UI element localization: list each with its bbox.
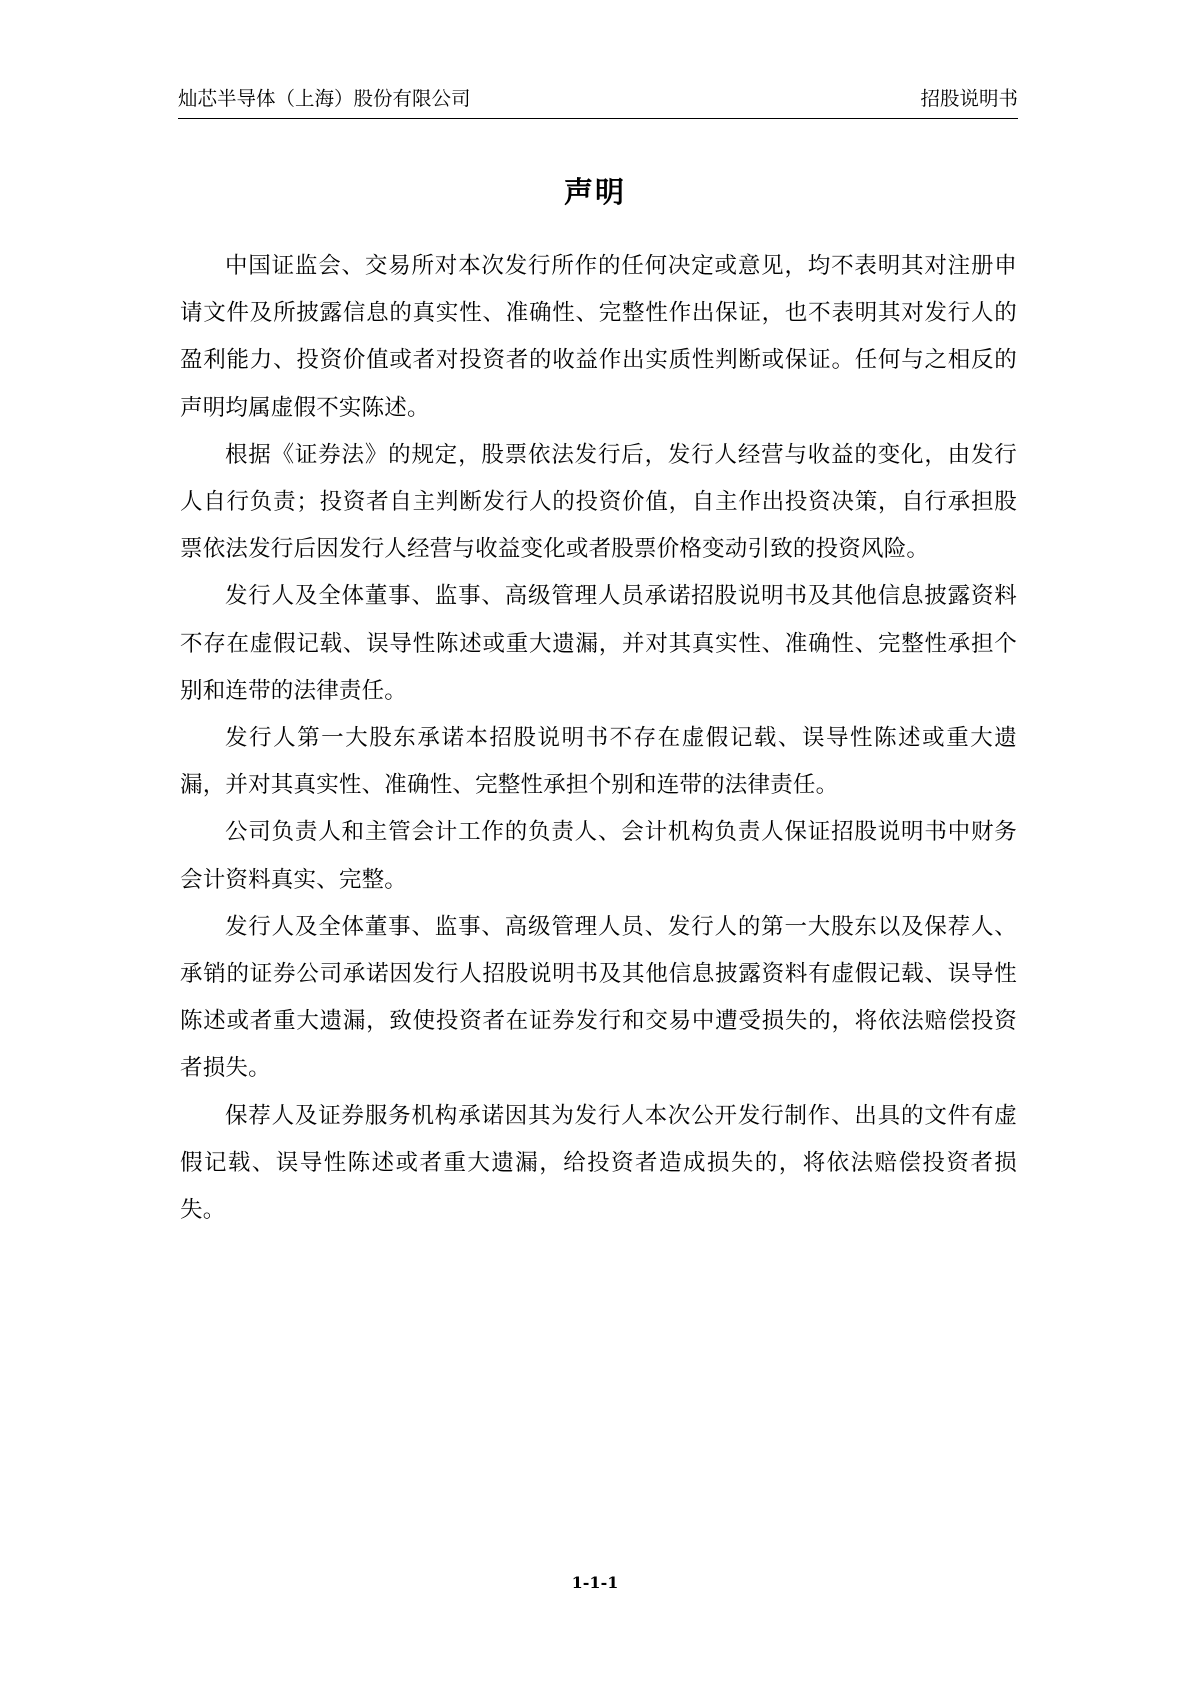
- page-number: 1-1-1: [571, 1573, 619, 1592]
- paragraph-3: 发行人及全体董事、监事、高级管理人员承诺招股说明书及其他信息披露资料不存在虚假记载、误导性陈述或重大遗漏，并对其真实性、准确性、完整性承担个别和连带的法律责任。: [180, 583, 1017, 704]
- paragraph-6: 发行人及全体董事、监事、高级管理人员、发行人的第一大股东以及保荐人、承销的证券公司承诺因发行人招股说明书及其他信息披露资料有虚假记载、误导性陈述或者重大遗漏，致使投资者在证券发行和交易中遭受损失的，将依法赔偿投资者损失。: [180, 913, 1017, 1082]
- paragraph-7: 保荐人及证券服务机构承诺因其为发行人本次公开发行制作、出具的文件有虚假记载、误导性陈述或者重大遗漏，给投资者造成损失的，将依法赔偿投资者损失。: [180, 1102, 1017, 1224]
- statement-body: [180, 243, 1017, 1234]
- paragraph-4: 发行人第一大股东承诺本招股说明书不存在虚假记载、误导性陈述或重大遗漏，并对其真实性、准确性、完整性承担个别和连带的法律责任。: [180, 725, 1017, 799]
- page-title: 声明: [563, 175, 626, 209]
- paragraph-2: 根据《证券法》的规定，股票依法发行后，发行人经营与收益的变化，由发行人自行负责；投资者自主判断发行人的投资价值，自主作出投资决策，自行承担股票依法发行后因发行人经营与收益变化或者股票价格变动引致的投资风险。: [180, 441, 1017, 563]
- header-document-type: 招股说明书: [920, 87, 1018, 110]
- paragraph-1: 中国证监会、交易所对本次发行所作的任何决定或意见，均不表明其对注册申请文件及所披露信息的真实性、准确性、完整性作出保证，也不表明其对发行人的盈利能力、投资价值或者对投资者的收益作出实质性判断或保证。任何与之相反的声明均属虚假不实陈述。: [180, 253, 1017, 421]
- header-company-name: 灿芯半导体（上海）股份有限公司: [178, 87, 471, 110]
- page-header: [178, 84, 1018, 119]
- paragraph-5: 公司负责人和主管会计工作的负责人、会计机构负责人保证招股说明书中财务会计资料真实、完整。: [180, 819, 1017, 893]
